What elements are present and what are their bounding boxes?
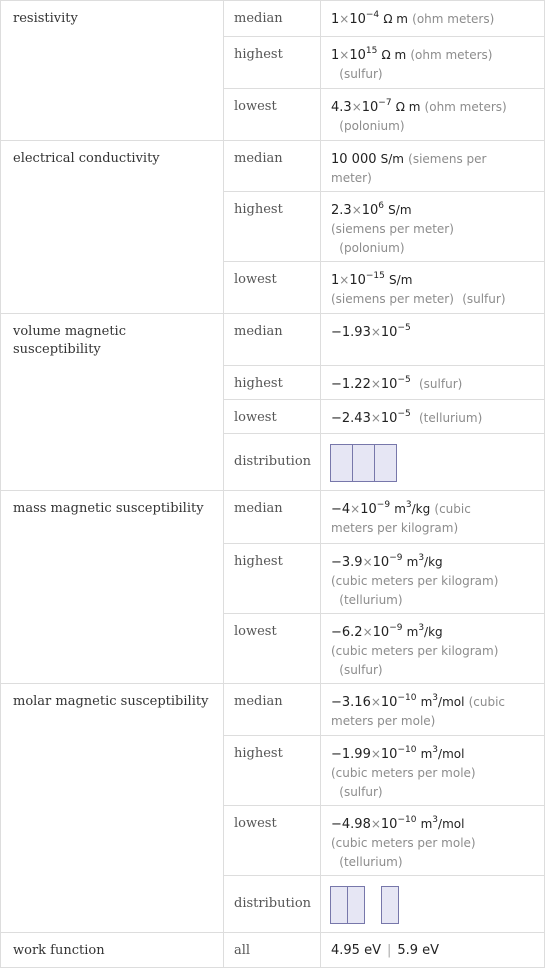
histogram-bar (330, 886, 348, 924)
property-mass-magnetic-susceptibility: mass magnetic susceptibility (13, 501, 204, 516)
value-molar-susceptibility-lowest: $-4.98\times 10^{-10}$ $m^3$/mol (cubic meters per mole) (tellurium) (331, 814, 476, 869)
value-resistivity-lowest: $4.3\times 10^{-7}$ Ω m (ohm meters) (polonium) (331, 97, 507, 133)
value-molar-susceptibility-median: $-3.16\times 10^{-10}$ $m^3$/mol (cubic meters per mole) (331, 692, 506, 728)
property-volume-magnetic-susceptibility: volume magnetic susceptibility (13, 324, 126, 357)
row-label-lowest: lowest (234, 410, 277, 425)
property-resistivity: resistivity (13, 11, 78, 26)
histogram-bar (347, 886, 365, 924)
value-resistivity-highest: $1\times 10^{15}$ Ω m (ohm meters) (sulfur) (331, 45, 493, 81)
histogram-bar (352, 444, 375, 482)
value-conductivity-highest: $2.3\times 10^6$ S/m (siemens per meter) (polonium) (331, 200, 454, 255)
row-label-median: median (234, 324, 283, 339)
row-label-median: median (234, 151, 283, 166)
row-label-highest: highest (234, 746, 283, 761)
histogram-bar (330, 444, 353, 482)
row-label-highest: highest (234, 554, 283, 569)
value-mass-susceptibility-lowest: $-6.2\times 10^{-9}$ $m^3/kg$ (cubic meters per kilogram) (sulfur) (331, 622, 499, 677)
value-molar-susceptibility-highest: $-1.99\times 10^{-10}$ $m^3$/mol (cubic meters per mole) (sulfur) (331, 744, 476, 799)
row-label-median: median (234, 694, 283, 709)
property-electrical-conductivity: electrical conductivity (13, 151, 160, 166)
row-label-distribution: distribution (234, 454, 312, 469)
value-mass-susceptibility-median: $-4\times 10^{-9}$ $m^3/kg$ (cubic meters per kilogram) (331, 499, 471, 535)
row-label-highest: highest (234, 47, 283, 62)
row-label-highest: highest (234, 202, 283, 217)
value-work-function-all: 4.95 eV | 5.9 eV (331, 943, 440, 958)
row-separator (223, 875, 545, 876)
row-label-distribution: distribution (234, 896, 312, 911)
value-conductivity-lowest: $1\times 10^{-15}$ S/m (siemens per meter) (sulfur) (331, 270, 506, 306)
row-label-median: median (234, 501, 283, 516)
row-label-lowest: lowest (234, 624, 277, 639)
property-work-function: work function (13, 943, 105, 958)
histogram-bar (374, 444, 397, 482)
value-conductivity-median: 10 000 S/m (siemens per meter) (331, 152, 487, 185)
row-label-lowest: lowest (234, 272, 277, 287)
row-label-lowest: lowest (234, 816, 277, 831)
property-molar-magnetic-susceptibility: molar magnetic susceptibility (13, 694, 209, 709)
histogram-bar (381, 886, 399, 924)
distribution-histogram-molar (330, 886, 398, 924)
distribution-histogram-volume (330, 444, 398, 482)
value-volume-susceptibility-lowest: $-2.43\times 10^{-5}$ (tellurium) (331, 408, 483, 426)
row-label-highest: highest (234, 376, 283, 391)
value-resistivity-median: $1\times 10^{-4}$ Ω m (ohm meters) (331, 9, 495, 27)
value-volume-susceptibility-highest: $-1.22\times 10^{-5}$ (sulfur) (331, 374, 463, 392)
value-mass-susceptibility-highest: $-3.9\times 10^{-9}$ $m^3/kg$ (cubic meters per kilogram) (tellurium) (331, 552, 499, 607)
row-label-all: all (234, 943, 251, 958)
row-label-lowest: lowest (234, 99, 277, 114)
value-volume-susceptibility-median: $-1.93\times 10^{-5}$ (331, 322, 411, 340)
row-label-median: median (234, 11, 283, 26)
row-separator (223, 433, 545, 434)
